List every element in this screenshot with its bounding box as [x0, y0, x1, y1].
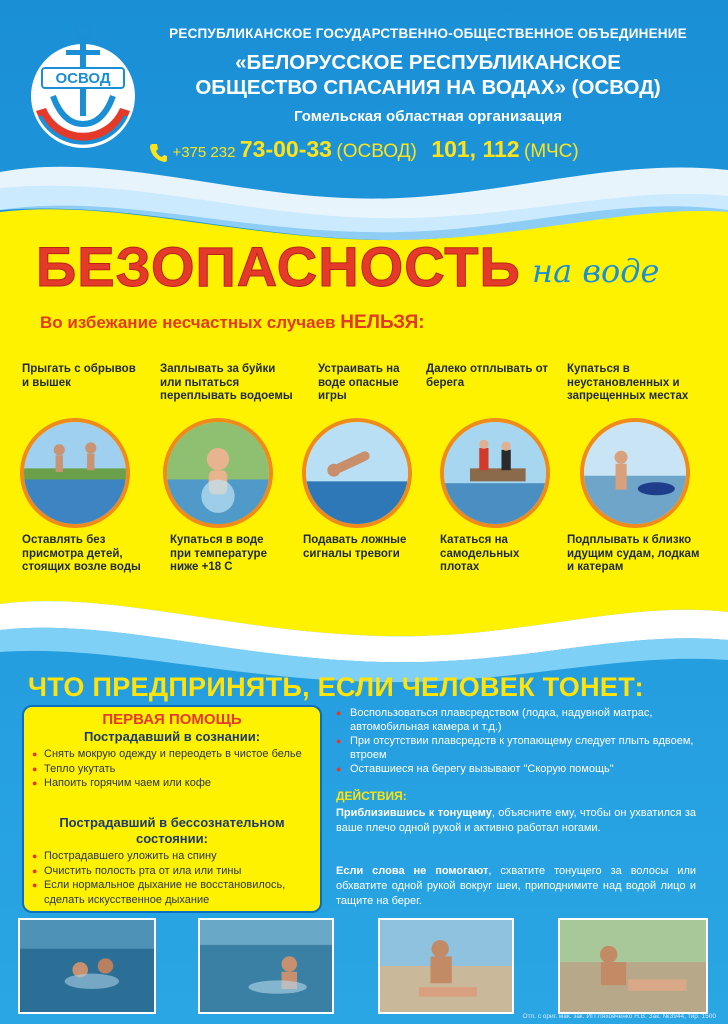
main-title: БЕЗОПАСНОСТЬ — [36, 235, 521, 298]
unconscious-heading: Пострадавший в бессознательном состоянии: — [59, 815, 285, 846]
section2-title: ЧТО ПРЕДПРИНЯТЬ, ЕСЛИ ЧЕЛОВЕК ТОНЕТ: — [28, 672, 644, 702]
org-top: РЕСПУБЛИКАНСКОЕ ГОСУДАРСТВЕННО-ОБЩЕСТВЕННОЕ ОБЪЕДИНЕНИЕ — [169, 26, 687, 41]
photo-circle-games — [302, 418, 412, 528]
actions-paragraph-1 — [336, 806, 696, 836]
rescue-list-block — [336, 707, 708, 778]
phone-emergency-label: (МЧС) — [524, 141, 579, 162]
first-aid-title: ПЕРВАЯ ПОМОЩЬ — [102, 711, 242, 728]
list-item: ● Пострадавшего уложить на спину — [32, 849, 317, 864]
phone-emergency: 101, 112 — [431, 136, 520, 162]
list-item: ● Если нормальное дыхание не восстановилось, сделать искусственное дыхание — [32, 878, 317, 907]
phone-code: +375 232 — [172, 144, 236, 161]
actions-paragraph-2 — [336, 864, 696, 909]
photo-circle-jumping — [20, 418, 130, 528]
photo-rescue-4 — [558, 918, 708, 1014]
phone-main-label: (ОСВОД) — [336, 141, 417, 162]
actions-p1-rest: , объясните ему, чтобы он ухватился за ваше плечо одной рукой и активно работал ногами. — [336, 807, 696, 834]
org-name-line-1: «БЕЛОРУССКОЕ РЕСПУБЛИКАНСКОЕ — [235, 51, 621, 74]
prohibition-bottom-label: Кататься на самодельных плотах — [440, 534, 520, 573]
photo-rescue-1 — [18, 918, 156, 1014]
photo-rescue-2 — [198, 918, 334, 1014]
list-item: ● Снять мокрую одежду и переодеть в чистое белье — [32, 747, 317, 762]
actions-heading: ДЕЙСТВИЯ: — [336, 789, 407, 803]
conscious-heading: Пострадавший в сознании: — [83, 729, 261, 744]
first-aid-box — [22, 705, 322, 913]
phone-main: 73-00-33 — [239, 136, 332, 162]
photo-circle-far — [440, 418, 550, 528]
logo-text: ОСВОД — [55, 70, 111, 87]
actions-p2-strong: Если слова не помогают — [336, 865, 489, 877]
conscious-list — [32, 747, 317, 791]
prohibition-top-label: Купаться в неустановленных и запрещенных местах — [567, 363, 689, 402]
prohibition-bottom-label: Оставлять без присмотра детей, стоящих возле воды — [22, 534, 141, 573]
subtitle-strong: НЕЛЬЗЯ: — [340, 312, 425, 333]
list-item: ● Напоить горячим чаем или кофе — [32, 776, 317, 791]
list-item: ● Оставшиеся на берегу вызывают "Скорую помощь" — [336, 763, 708, 777]
print-credit: Отп. с ориг. мак. зак. ИП Ляховченко Н.В. Зак. №3944, тир. 1500 — [522, 1013, 716, 1020]
rescue-list — [336, 707, 708, 777]
unconscious-list — [32, 849, 317, 907]
photo-circle-forbidden — [580, 418, 690, 528]
prohibition-top-label: Далеко отплывать от берега — [426, 363, 548, 389]
list-item: ● Тепло укутать — [32, 762, 317, 777]
org-name-line-2: ОБЩЕСТВО СПАСАНИЯ НА ВОДАХ» (ОСВОД) — [195, 76, 661, 99]
subtitle — [40, 312, 425, 334]
photo-rescue-3 — [378, 918, 514, 1014]
list-item: ● При отсутствии плавсредств к утопающему следует плыть вдвоем, втроем — [336, 735, 708, 762]
list-item: ● Очистить полость рта от ила или тины — [32, 864, 317, 879]
photo-circle-buoys — [163, 418, 273, 528]
org-subtitle: Гомельская областная организация — [294, 108, 562, 125]
org-name — [148, 50, 708, 100]
prohibition-top-label: Прыгать с обрывов и вышек — [22, 363, 136, 389]
osvod-logo — [28, 16, 138, 151]
prohibition-bottom-label: Подплывать к близко идущим судам, лодкам и катерам — [567, 534, 700, 573]
actions-p1-strong: Приблизившись к тонущему — [336, 807, 492, 819]
actions-p2-rest: , схватите тонущего за волосы или обхватите одной рукой вокруг шеи, приподнимите над водой лицо и тащите на берег. — [336, 865, 697, 907]
prohibition-bottom-label: Подавать ложные сигналы тревоги — [303, 534, 407, 560]
phone-line — [150, 136, 710, 163]
header — [0, 0, 728, 200]
phone-icon — [150, 143, 168, 163]
title-script: на воде — [532, 252, 660, 290]
list-item: ● Воспользоваться плавсредством (лодка, надувной матрас, автомобильная камера и т.д.) — [336, 707, 708, 734]
prohibition-top-label: Устраивать на воде опасные игры — [318, 363, 400, 402]
prohibition-bottom-label: Купаться в воде при температуре ниже +18 С — [170, 534, 267, 573]
prohibition-top-label: Заплывать за буйки или пытаться переплывать водоемы — [160, 363, 293, 402]
subtitle-text: Во избежание несчастных случаев — [40, 313, 336, 332]
